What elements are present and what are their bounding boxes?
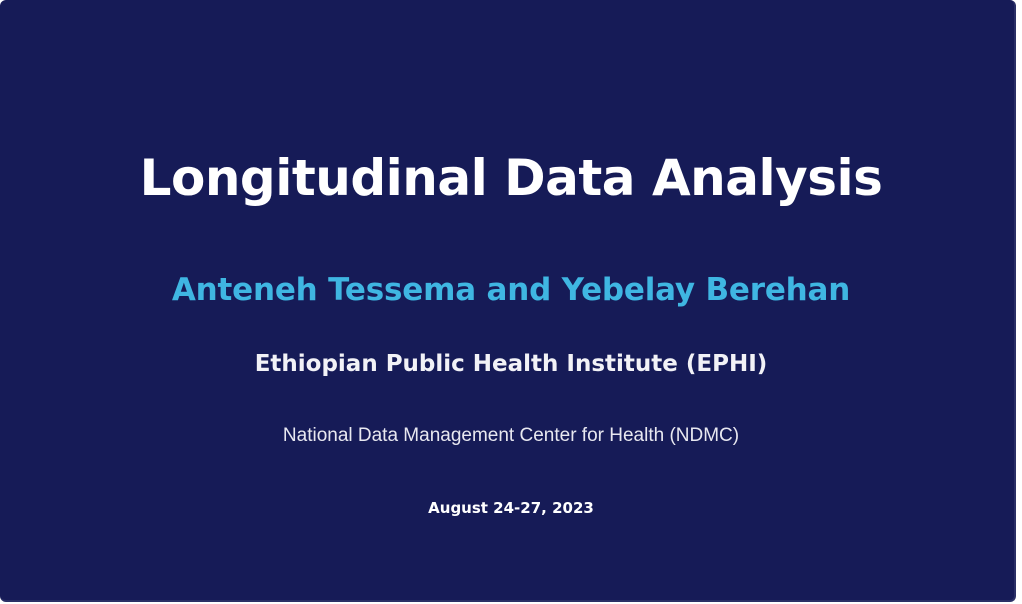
slide-title: Longitudinal Data Analysis bbox=[139, 149, 883, 207]
slide-authors: Anteneh Tessema and Yebelay Berehan bbox=[171, 272, 851, 308]
slide-center: National Data Management Center for Health (NDMC) bbox=[282, 425, 740, 446]
slide-date: August 24-27, 2023 bbox=[428, 499, 594, 517]
slide-institute: Ethiopian Public Health Institute (EPHI) bbox=[254, 351, 768, 377]
